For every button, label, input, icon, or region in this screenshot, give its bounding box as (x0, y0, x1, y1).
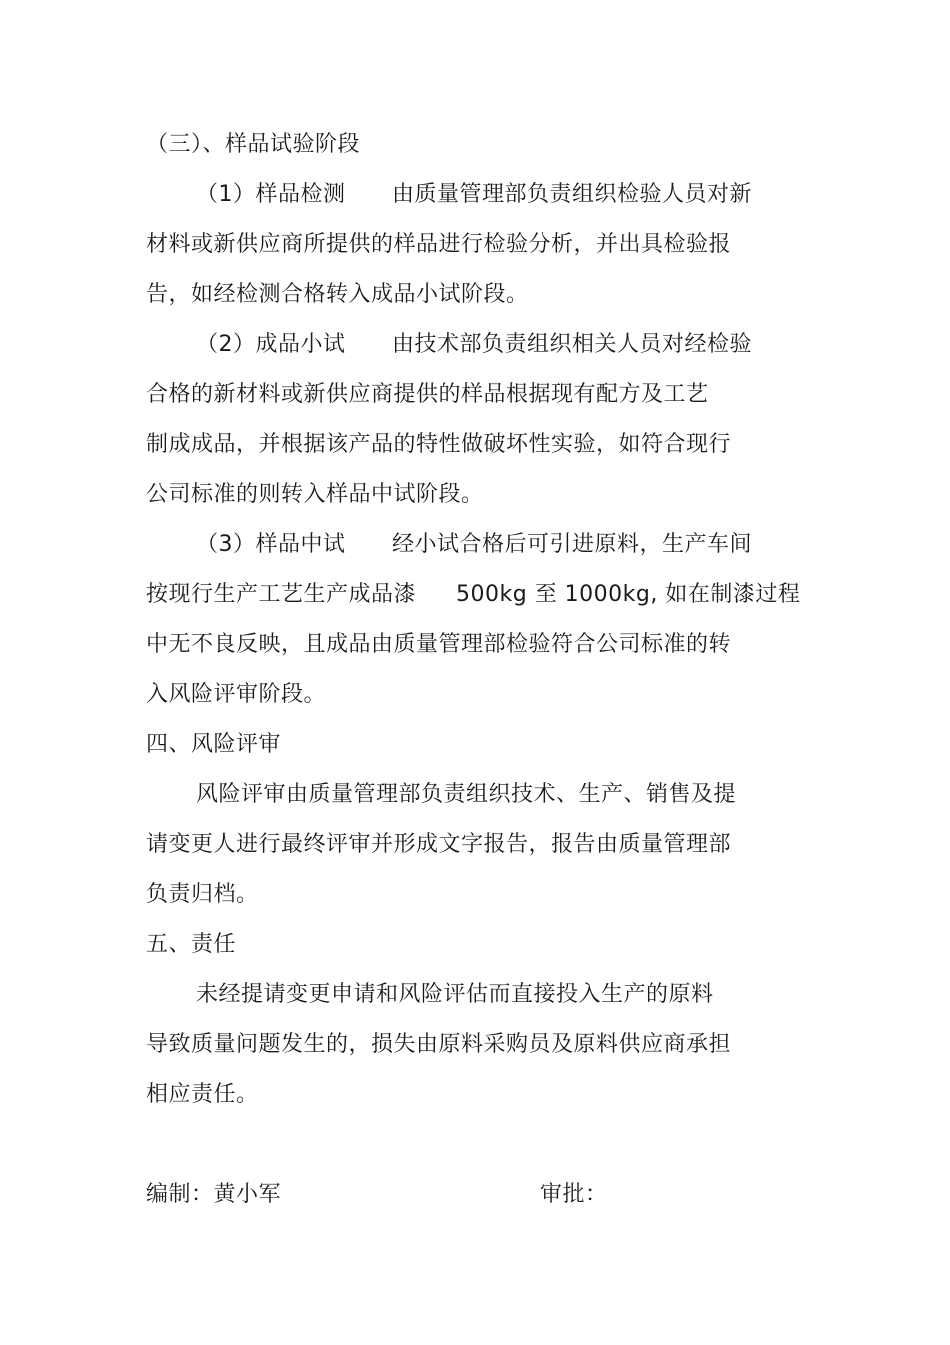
paragraph-line: 按现行生产工艺生产成品漆 (146, 582, 417, 607)
section-heading-sample-test: （三）、样品试验阶段 (146, 132, 361, 157)
paragraph-line: 相应责任。 (146, 1082, 259, 1107)
item-title-small-trial: （2）成品小试 (196, 332, 346, 357)
paragraph-line: 制成成品，并根据该产品的特性做破坏性实验，如符合现行 (146, 432, 732, 457)
item-title-sample-inspection: （1）样品检测 (196, 182, 346, 207)
paragraph-line: 导致质量问题发生的，损失由原料采购员及原料供应商承担 (146, 1032, 732, 1057)
paragraph-line: 入风险评审阶段。 (146, 682, 327, 707)
approved-by-label: 审批： (540, 1182, 608, 1207)
paragraph-line: 告，如经检测合格转入成品小试阶段。 (146, 282, 529, 307)
paragraph-line: 中无不良反映，且成品由质量管理部检验符合公司标准的转 (146, 632, 732, 657)
paragraph-line: 合格的新材料或新供应商提供的样品根据现有配方及工艺 (146, 382, 709, 407)
section-heading-responsibility: 五、责任 (146, 932, 237, 957)
paragraph-line: 500kg 至 1000kg, 如在制漆过程 (456, 582, 801, 607)
paragraph-line: 风险评审由质量管理部负责组织技术、生产、销售及提 (196, 782, 737, 807)
compiled-by-label: 编制：黄小军 (146, 1182, 282, 1207)
paragraph-line: 经小试合格后可引进原料，生产车间 (392, 532, 753, 557)
paragraph-line: 未经提请变更申请和风险评估而直接投入生产的原料 (196, 982, 714, 1007)
item-title-pilot-trial: （3）样品中试 (196, 532, 346, 557)
paragraph-line: 由质量管理部负责组织检验人员对新 (392, 182, 753, 207)
section-heading-risk-review: 四、风险评审 (146, 732, 282, 757)
paragraph-line: 公司标准的则转入样品中试阶段。 (146, 482, 484, 507)
paragraph-line: 由技术部负责组织相关人员对经检验 (392, 332, 753, 357)
paragraph-line: 材料或新供应商所提供的样品进行检验分析，并出具检验报 (146, 232, 732, 257)
paragraph-line: 负责归档。 (146, 882, 259, 907)
paragraph-line: 请变更人进行最终评审并形成文字报告，报告由质量管理部 (146, 832, 732, 857)
